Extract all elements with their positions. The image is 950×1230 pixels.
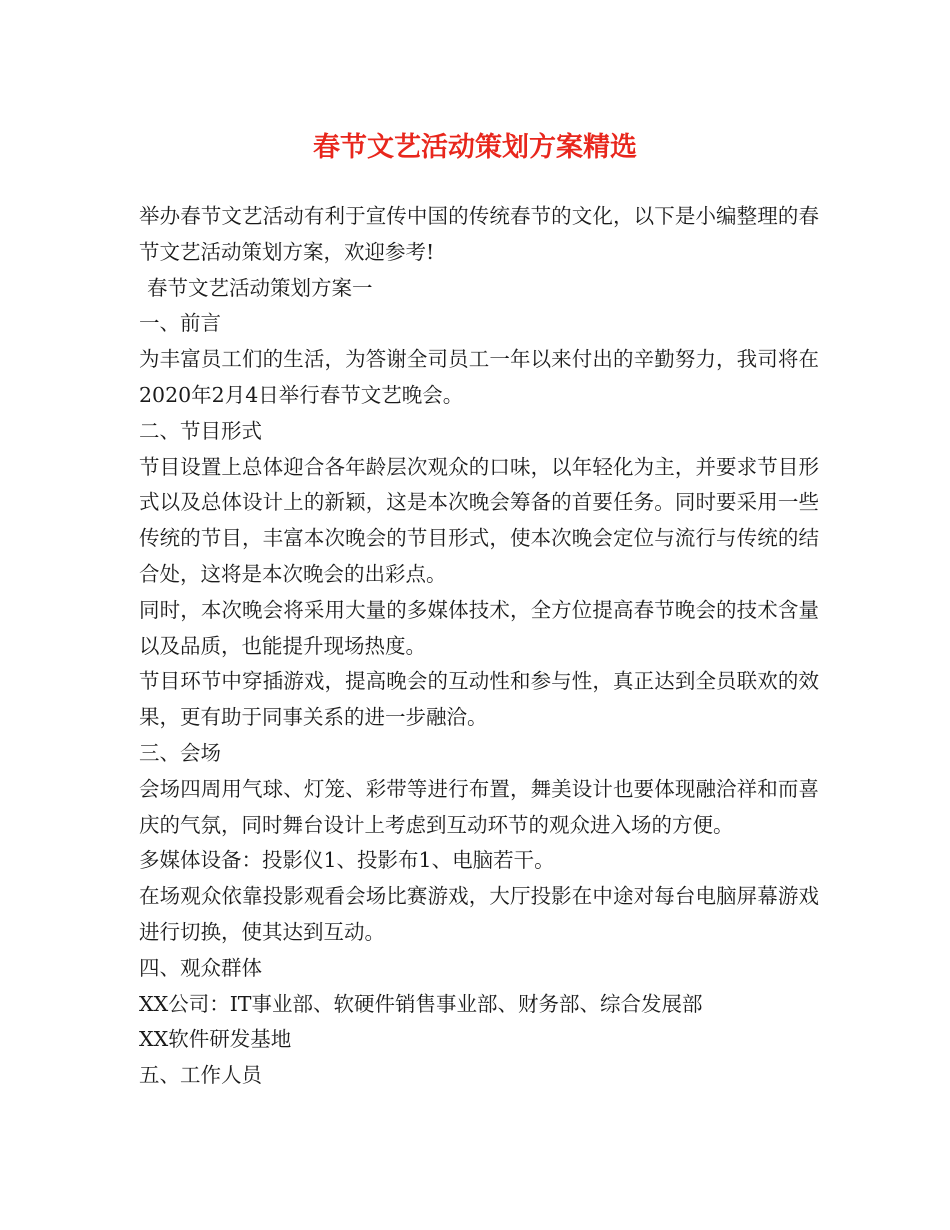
audience-company-paragraph: XX公司：IT事业部、软硬件销售事业部、财务部、综合发展部 bbox=[139, 991, 703, 1016]
plan-heading: 春节文艺活动策划方案一 bbox=[147, 275, 373, 300]
section-heading-staff: 五、工作人员 bbox=[139, 1063, 262, 1088]
equipment-paragraph: 多媒体设备：投影仪1、投影布1、电脑若干。 bbox=[139, 848, 555, 873]
program-format-paragraph: 节目设置上总体迎合各年龄层次观众的口味，以年轻化为主，并要求节目形式以及总体设计上的新颖，这是本次晚会筹备的首要任务。同时要采用一些传统的节目，丰富本次晚会的节目形式，使本次晚会定位与流行与传统的结合处，这将是本次晚会的出彩点。 bbox=[139, 454, 819, 586]
venue-paragraph: 会场四周用气球、灯笼、彩带等进行布置，舞美设计也要体现融洽祥和而喜庆的气氛，同时舞台设计上考虑到互动环节的观众进入场的方便。 bbox=[139, 776, 819, 837]
document-title: 春节文艺活动策划方案精选 bbox=[313, 132, 637, 163]
section-heading-venue: 三、会场 bbox=[139, 740, 221, 765]
document-body bbox=[139, 199, 819, 1094]
intro-paragraph: 举办春节文艺活动有利于宣传中国的传统春节的文化，以下是小编整理的春节文艺活动策划方案，欢迎参考! bbox=[139, 204, 819, 264]
preface-paragraph: 为丰富员工们的生活，为答谢全司员工一年以来付出的辛勤努力，我司将在2020年2月4日举行春节文艺晚会。 bbox=[139, 347, 819, 407]
audience-base-paragraph: XX软件研发基地 bbox=[139, 1027, 292, 1052]
section-heading-program-format: 二、节目形式 bbox=[139, 418, 262, 443]
section-heading-audience: 四、观众群体 bbox=[139, 955, 262, 980]
games-paragraph: 节目环节中穿插游戏，提高晚会的互动性和参与性，真正达到全员联欢的效果，更有助于同事关系的进一步融洽。 bbox=[139, 669, 819, 730]
projection-paragraph: 在场观众依靠投影观看会场比赛游戏，大厅投影在中途对每台电脑屏幕游戏进行切换，使其达到互动。 bbox=[139, 884, 819, 944]
multimedia-paragraph: 同时，本次晚会将采用大量的多媒体技术，全方位提高春节晚会的技术含量以及品质，也能提升现场热度。 bbox=[139, 597, 819, 658]
section-heading-preface: 一、前言 bbox=[139, 311, 221, 336]
